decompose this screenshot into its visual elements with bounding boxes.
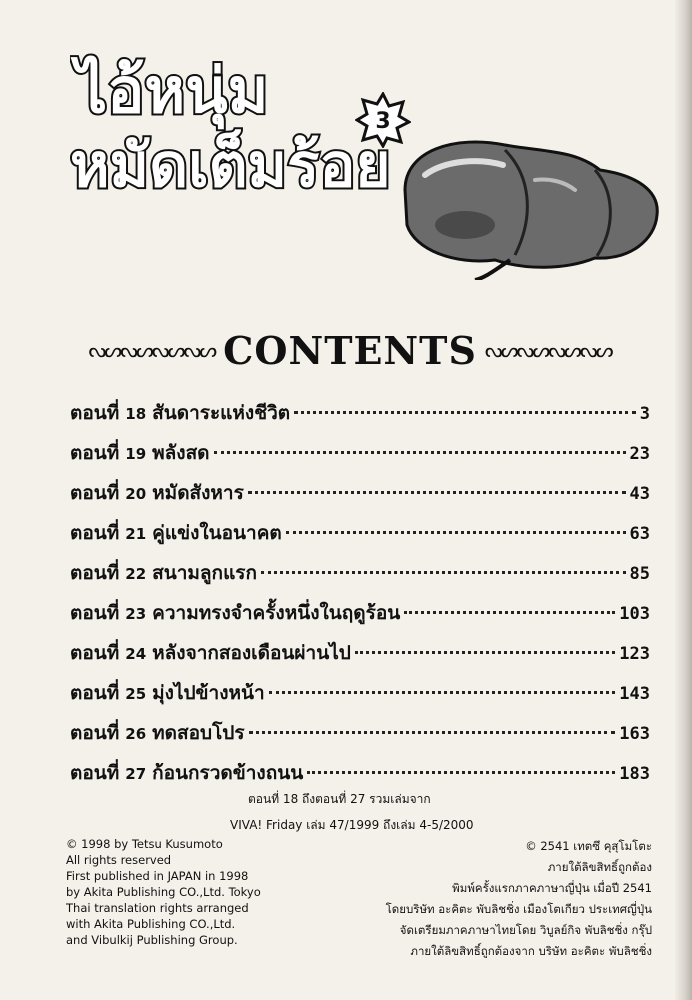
episode-title: พลังสด bbox=[152, 442, 210, 464]
episode-number: 20 bbox=[125, 485, 147, 503]
episode-number: 19 bbox=[125, 445, 147, 463]
episode-number: 18 bbox=[125, 405, 147, 423]
toc-entry-label bbox=[70, 518, 282, 548]
copyright-line: by Akita Publishing CO.,Ltd. Tokyo bbox=[66, 885, 261, 899]
contents-heading-row bbox=[80, 325, 620, 375]
episode-word: ตอนที่ bbox=[70, 642, 120, 664]
dot-leader bbox=[286, 531, 626, 534]
episode-word: ตอนที่ bbox=[70, 482, 120, 504]
table-of-contents bbox=[70, 398, 650, 798]
episode-number: 22 bbox=[125, 565, 147, 583]
toc-entry bbox=[70, 638, 650, 678]
boxing-glove-icon bbox=[385, 120, 665, 280]
logo-line-1: ไอ้หนุ่ม bbox=[76, 54, 269, 127]
toc-entry-label bbox=[70, 678, 265, 708]
page-number: 63 bbox=[629, 524, 650, 544]
copyright-line: and Vibulkij Publishing Group. bbox=[66, 933, 238, 947]
episode-title: หมัดสังหาร bbox=[152, 482, 244, 504]
volume-number: 3 bbox=[375, 109, 391, 134]
dot-leader bbox=[248, 491, 626, 494]
copyright-line: with Akita Publishing CO.,Ltd. bbox=[66, 917, 236, 931]
episode-word: ตอนที่ bbox=[70, 442, 120, 464]
episode-title: มุ่งไปข้างหน้า bbox=[152, 682, 265, 704]
episode-word: ตอนที่ bbox=[70, 682, 120, 704]
page-number: 103 bbox=[619, 604, 650, 624]
copyright-line: ภายใต้ลิขสิทธิ์ถูกต้องจาก บริษัท อะคิตะ พับลิชชิ่ง bbox=[410, 944, 652, 958]
copyright-english bbox=[66, 836, 316, 948]
toc-entry-label bbox=[70, 438, 210, 468]
collection-info-line-2: VIVA! Friday เล่ม 47/1999 ถึงเล่ม 4-5/2000 bbox=[230, 818, 474, 832]
toc-entry-label bbox=[70, 398, 290, 428]
page-number: 163 bbox=[619, 724, 650, 744]
page-number: 143 bbox=[619, 684, 650, 704]
toc-entry bbox=[70, 598, 650, 638]
copyright-thai bbox=[332, 836, 652, 962]
toc-entry bbox=[70, 558, 650, 598]
toc-entry-label bbox=[70, 718, 245, 748]
toc-entry bbox=[70, 398, 650, 438]
episode-title: ทดสอบโปร bbox=[152, 722, 245, 744]
toc-entry-label bbox=[70, 758, 303, 788]
swirl-ornament-icon: ᔓᔕᔓᔕᔓᔕᔓᔕ bbox=[88, 338, 216, 362]
toc-entry bbox=[70, 478, 650, 518]
episode-title: ก้อนกรวดข้างถนน bbox=[152, 762, 304, 784]
episode-word: ตอนที่ bbox=[70, 602, 120, 624]
episode-title: ความทรงจำครั้งหนึ่งในฤดูร้อน bbox=[152, 602, 401, 624]
page-number: 85 bbox=[629, 564, 650, 584]
copyright-line: โดยบริษัท อะคิตะ พับลิชชิ่ง เมืองโตเกียว ประเทศญี่ปุ่น bbox=[385, 902, 652, 916]
dot-leader bbox=[214, 451, 626, 454]
episode-word: ตอนที่ bbox=[70, 562, 120, 584]
dot-leader bbox=[307, 771, 615, 774]
dot-leader bbox=[404, 611, 615, 614]
episode-title: สันดาระแห่งชีวิต bbox=[152, 402, 291, 424]
copyright-line: จัดเตรียมภาคภาษาไทยโดย วิบูลย์กิจ พับลิชชิ่ง กรุ๊ป bbox=[399, 923, 652, 937]
dot-leader bbox=[269, 691, 616, 694]
toc-entry-label bbox=[70, 478, 244, 508]
episode-word: ตอนที่ bbox=[70, 762, 120, 784]
page-number: 183 bbox=[619, 764, 650, 784]
copyright-line: พิมพ์ครั้งแรกภาคภาษาญี่ปุ่น เมื่อปี 2541 bbox=[452, 881, 652, 895]
page-number: 3 bbox=[639, 404, 650, 424]
toc-entry bbox=[70, 678, 650, 718]
dot-leader bbox=[355, 651, 615, 654]
episode-number: 27 bbox=[125, 765, 147, 783]
episode-title: สนามลูกแรก bbox=[152, 562, 258, 584]
episode-title: หลังจากสองเดือนผ่านไป bbox=[152, 642, 351, 664]
episode-word: ตอนที่ bbox=[70, 522, 120, 544]
contents-title: CONTENTS bbox=[223, 327, 477, 373]
toc-entry bbox=[70, 718, 650, 758]
collection-info-line-1: ตอนที่ 18 ถึงตอนที่ 27 รวมเล่มจาก bbox=[248, 792, 431, 806]
toc-entry-label bbox=[70, 638, 351, 668]
page-edge-shadow bbox=[674, 0, 692, 1000]
copyright-line: Thai translation rights arranged bbox=[66, 901, 249, 915]
episode-number: 25 bbox=[125, 685, 147, 703]
episode-word: ตอนที่ bbox=[70, 722, 120, 744]
episode-number: 23 bbox=[125, 605, 147, 623]
episode-number: 24 bbox=[125, 645, 147, 663]
page-number: 123 bbox=[619, 644, 650, 664]
logo-line-2: หมัดเต็มร้อย bbox=[70, 131, 391, 201]
toc-entry bbox=[70, 518, 650, 558]
copyright-line: First published in JAPAN in 1998 bbox=[66, 869, 249, 883]
swirl-ornament-icon: ᔓᔕᔓᔕᔓᔕᔓᔕ bbox=[484, 338, 612, 362]
copyright-line: All rights reserved bbox=[66, 853, 172, 867]
episode-title: คู่แข่งในอนาคต bbox=[152, 522, 282, 544]
episode-number: 26 bbox=[125, 725, 147, 743]
page-number: 43 bbox=[629, 484, 650, 504]
toc-entry bbox=[70, 438, 650, 478]
toc-entry-label bbox=[70, 558, 257, 588]
copyright-line: © 2541 เทตซึ คุสุโมโตะ bbox=[525, 839, 652, 853]
dot-leader bbox=[249, 731, 616, 734]
page-number: 23 bbox=[629, 444, 650, 464]
dot-leader bbox=[261, 571, 625, 574]
episode-word: ตอนที่ bbox=[70, 402, 120, 424]
episode-number: 21 bbox=[125, 525, 147, 543]
copyright-line: ภายใต้ลิขสิทธิ์ถูกต้อง bbox=[547, 860, 652, 874]
toc-entry-label bbox=[70, 598, 400, 628]
dot-leader bbox=[294, 411, 636, 414]
copyright-line: © 1998 by Tetsu Kusumoto bbox=[66, 837, 223, 851]
